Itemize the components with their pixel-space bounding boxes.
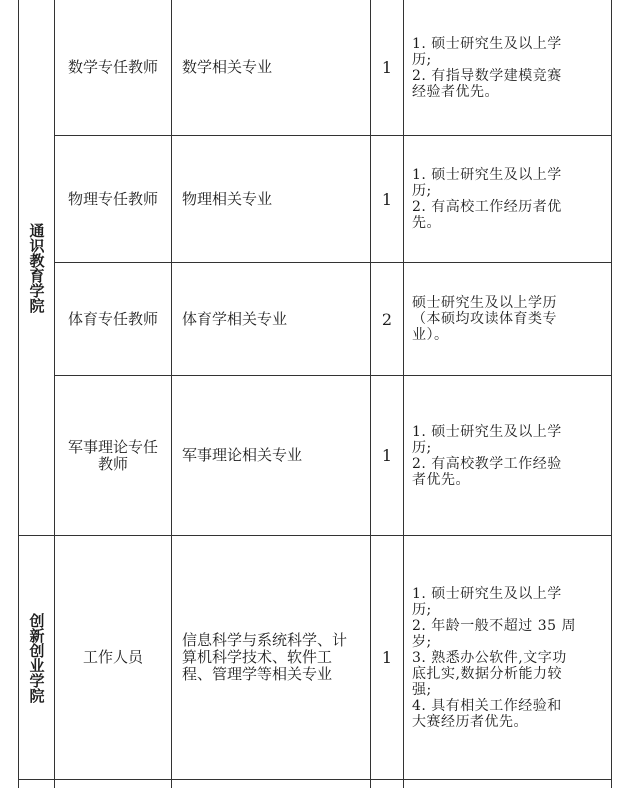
count-value: 1: [381, 648, 393, 667]
count-value: 2: [381, 309, 393, 329]
requirement-line: 1. 硕士研究生及以上学: [412, 585, 562, 602]
requirement-line: 大赛经历者优先。: [412, 713, 528, 730]
major-cell: [172, 136, 370, 262]
major-cell: [172, 263, 370, 375]
count-value: 1: [381, 58, 393, 77]
requirement-line: 历;: [412, 439, 432, 456]
count-cell: [371, 136, 403, 262]
count-cell: [371, 0, 403, 135]
requirement-line: 业）。: [412, 327, 449, 343]
position-name: 体育专任教师: [67, 309, 158, 328]
position-cell: [55, 0, 171, 135]
major-text: 体育学相关专业: [182, 309, 288, 328]
position-cell: [55, 376, 171, 535]
major-cell: [172, 536, 370, 779]
major-text: 数学相关专业: [182, 58, 273, 76]
requirement-line: 历;: [412, 601, 432, 618]
requirement-line: 者优先。: [412, 471, 470, 488]
requirement-line: 1. 硕士研究生及以上学: [412, 35, 562, 52]
requirement-line: 底扎实,数据分析能力较: [412, 665, 562, 682]
count-cell: [371, 536, 403, 779]
count-value: 1: [381, 446, 393, 465]
major-cell: [172, 376, 370, 535]
requirement-line: 1. 硕士研究生及以上学: [412, 423, 562, 440]
requirement-line: 历;: [412, 51, 432, 68]
requirement-line: 强;: [412, 681, 432, 698]
department-general-education: 通识教育学院: [27, 222, 46, 313]
position-cell: [55, 536, 171, 779]
requirement-line: 2. 有高校工作经历者优: [412, 199, 562, 215]
requirements-cell: [404, 536, 611, 779]
major-text: 物理相关专业: [182, 189, 273, 208]
grid-line: [18, 779, 612, 780]
position-cell: [55, 263, 171, 375]
requirements-cell: [404, 136, 611, 262]
grid-line: [611, 0, 612, 788]
requirement-line: 1. 硕士研究生及以上学: [412, 167, 562, 183]
count-value: 1: [381, 189, 393, 209]
major-text: 军事理论相关专业: [182, 446, 303, 464]
requirement-line: （本硕均攻读体育类专: [412, 311, 557, 327]
requirement-line: 先。: [412, 215, 441, 231]
requirement-line: 4. 具有相关工作经验和: [412, 697, 562, 714]
major-text: 信息科学与系统科学、计算机科学技术、软件工程、管理学等相关专业: [182, 631, 348, 683]
position-name: 工作人员: [82, 648, 143, 666]
position-cell: [55, 136, 171, 262]
requirement-line: 2. 年龄一般不超过 35 周: [412, 617, 577, 634]
requirement-line: 3. 熟悉办公软件,文字功: [412, 649, 567, 666]
position-name: 物理专任教师: [67, 189, 158, 208]
requirement-line: 硕士研究生及以上学历: [412, 295, 557, 311]
requirements-cell: [404, 263, 611, 375]
count-cell: [371, 263, 403, 375]
position-name: 军事理论专任教师: [67, 437, 158, 473]
requirement-line: 2. 有高校教学工作经验: [412, 455, 562, 472]
requirement-line: 2. 有指导数学建模竞赛: [412, 67, 562, 84]
requirements-cell: [404, 0, 611, 135]
major-cell: [172, 0, 370, 135]
department-innovation: 创新创业学院: [27, 612, 46, 703]
position-name: 数学专任教师: [67, 58, 158, 76]
requirement-line: 经验者优先。: [412, 83, 499, 100]
requirement-line: 岁;: [412, 633, 432, 650]
requirement-line: 历;: [412, 183, 432, 199]
count-cell: [371, 376, 403, 535]
requirements-cell: [404, 376, 611, 535]
